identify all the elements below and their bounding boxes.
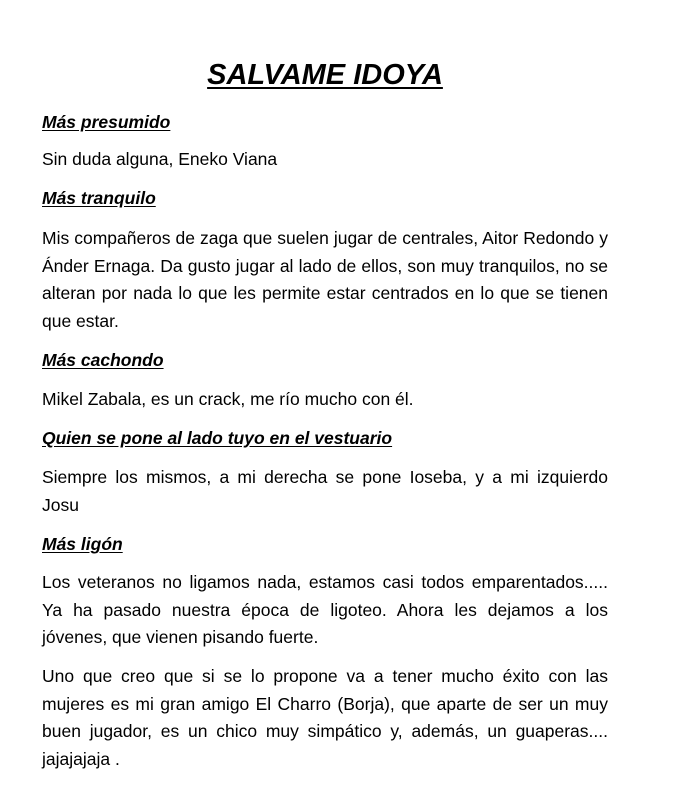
section-paragraph-vestuario: Siempre los mismos, a mi derecha se pone Ioseba, y a mi izquierdo Josu	[42, 467, 608, 515]
section-paragraph-mas-presumido: Sin duda alguna, Eneko Viana	[42, 149, 278, 169]
section-paragraph-mas-ligon-2: Uno que creo que si se lo propone va a tener mucho éxito con las mujeres es mi gran amigo El Charro (Borja), que aparte de ser un muy buen jugador, es un chico muy simpático y, además, un guaperas.... jajajajaja .	[42, 666, 608, 769]
section-heading-mas-ligon: Más ligón	[42, 534, 123, 554]
page-title: SALVAME IDOYA	[207, 59, 443, 91]
section-heading-mas-cachondo: Más cachondo	[42, 350, 164, 370]
section-heading-mas-tranquilo: Más tranquilo	[42, 188, 156, 208]
section-paragraph-mas-tranquilo: Mis compañeros de zaga que suelen jugar de centrales, Aitor Redondo y Ánder Ernaga. Da gusto jugar al lado de ellos, son muy tranquilos, no se alteran por nada lo que les permite estar centrados en lo que se tienen que estar.	[42, 228, 608, 331]
section-heading-mas-presumido: Más presumido	[42, 112, 171, 132]
section-paragraph-mas-ligon-1: Los veteranos no ligamos nada, estamos casi todos emparentados..... Ya ha pasado nuestra época de ligoteo. Ahora les dejamos a los jóvenes, que vienen pisando fuerte.	[42, 572, 608, 647]
section-paragraph-mas-cachondo: Mikel Zabala, es un crack, me río mucho con él.	[42, 389, 414, 409]
section-heading-vestuario: Quien se pone al lado tuyo en el vestuario	[42, 428, 393, 448]
